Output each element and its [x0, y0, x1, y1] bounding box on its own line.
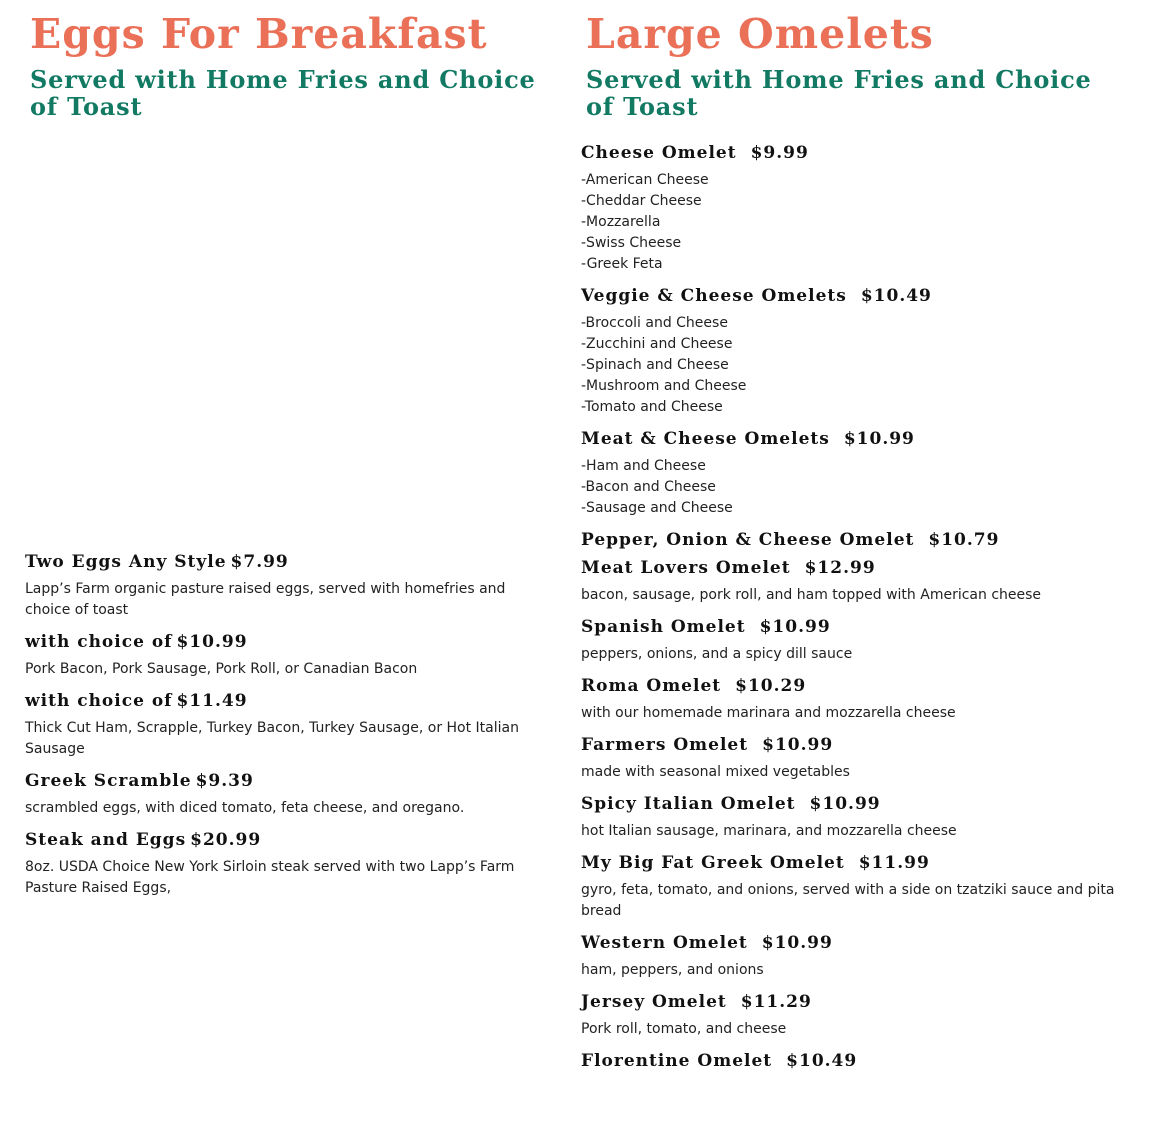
menu-item-name: Florentine Omelet — [581, 1051, 773, 1071]
menu-item-option: -Sausage and Cheese — [581, 500, 733, 516]
menu-item-option: -Tomato and Cheese — [581, 399, 723, 415]
menu-item-price: $9.99 — [750, 143, 809, 163]
menu-item-heading — [581, 526, 1121, 554]
menu-item-price: $10.49 — [786, 1051, 858, 1071]
menu-item-price: $10.99 — [843, 429, 915, 449]
menu-item-heading — [581, 613, 1121, 641]
menu-item — [581, 849, 1121, 922]
menu-item-heading — [581, 139, 1121, 167]
menu-item-price: $10.29 — [735, 676, 807, 696]
menu-item-name: Cheese Omelet — [581, 143, 737, 163]
menu-item-description: hot Italian sausage, marinara, and mozzarella cheese — [581, 823, 957, 839]
menu-item-price: $10.79 — [928, 530, 1000, 550]
breakfast-eggs-menu-list — [25, 548, 555, 906]
menu-item — [581, 790, 1121, 842]
menu-item-price: $11.29 — [740, 992, 812, 1012]
menu-item-option: -Ham and Cheese — [581, 458, 706, 474]
large-omelets-menu-list — [581, 139, 1121, 1075]
menu-item-description: Lapp’s Farm organic pasture raised eggs, served with homefries and choice of toast — [25, 581, 506, 618]
menu-item-heading — [25, 826, 555, 854]
menu-item-option: -Zucchini and Cheese — [581, 336, 733, 352]
menu-item — [581, 929, 1121, 981]
menu-item-name: Pepper, Onion & Cheese Omelet — [581, 530, 915, 550]
menu-item-name: Veggie & Cheese Omelets — [581, 286, 847, 306]
menu-item-name: Meat & Cheese Omelets — [581, 429, 830, 449]
menu-item-heading — [25, 628, 555, 656]
menu-item-price: $10.99 — [759, 617, 831, 637]
menu-item-heading — [581, 672, 1121, 700]
menu-item — [581, 731, 1121, 783]
menu-item-price: $10.99 — [761, 933, 833, 953]
menu-item-description: Pork roll, tomato, and cheese — [581, 1021, 787, 1037]
menu-item — [25, 826, 555, 899]
large-omelets-title: Large Omelets — [586, 10, 934, 58]
menu-item-heading — [581, 790, 1121, 818]
menu-item — [581, 672, 1121, 724]
menu-item — [25, 628, 555, 680]
menu-item-option: -Greek Feta — [581, 256, 663, 272]
menu-item-heading — [581, 988, 1121, 1016]
menu-item — [581, 425, 1121, 519]
menu-item — [581, 526, 1121, 554]
menu-item-option: -Cheddar Cheese — [581, 193, 702, 209]
menu-item-price: $10.99 — [176, 632, 248, 652]
breakfast-eggs-title: Eggs For Breakfast — [30, 10, 488, 58]
menu-item — [581, 554, 1121, 606]
menu-item-option: -Spinach and Cheese — [581, 357, 729, 373]
menu-item-name: with choice of — [25, 632, 173, 652]
menu-item-option: -Bacon and Cheese — [581, 479, 716, 495]
menu-item-name: Western Omelet — [581, 933, 748, 953]
menu-item-price: $9.39 — [195, 771, 254, 791]
menu-item-heading — [581, 425, 1121, 453]
menu-item-heading — [581, 1047, 1121, 1075]
menu-item — [581, 613, 1121, 665]
menu-item-description: peppers, onions, and a spicy dill sauce — [581, 646, 853, 662]
menu-item-name: Jersey Omelet — [581, 992, 727, 1012]
menu-item-option: -Mozzarella — [581, 214, 661, 230]
menu-item-heading — [581, 929, 1121, 957]
menu-item-heading — [25, 687, 555, 715]
menu-item — [25, 687, 555, 760]
menu-item-options — [581, 313, 1121, 418]
menu-item — [25, 548, 555, 621]
menu-item-name: Spanish Omelet — [581, 617, 746, 637]
menu-item-price: $10.49 — [860, 286, 932, 306]
menu-item-description: with our homemade marinara and mozzarella cheese — [581, 705, 956, 721]
menu-item — [581, 988, 1121, 1040]
menu-item-name: My Big Fat Greek Omelet — [581, 853, 845, 873]
menu-item-description: bacon, sausage, pork roll, and ham topped with American cheese — [581, 587, 1042, 603]
menu-item — [25, 767, 555, 819]
menu-item-option: -American Cheese — [581, 172, 709, 188]
menu-item-option: -Broccoli and Cheese — [581, 315, 728, 331]
menu-item-description: Pork Bacon, Pork Sausage, Pork Roll, or Canadian Bacon — [25, 661, 418, 677]
menu-item-heading — [25, 767, 555, 795]
menu-item-name: Greek Scramble — [25, 771, 192, 791]
menu-item-option: -Swiss Cheese — [581, 235, 682, 251]
menu-item-heading — [581, 731, 1121, 759]
breakfast-eggs-subtitle: Served with Home Fries and Choice of Toast — [30, 65, 536, 121]
menu-item-description: made with seasonal mixed vegetables — [581, 764, 850, 780]
menu-item-price: $20.99 — [190, 830, 262, 850]
menu-item-heading — [581, 849, 1121, 877]
menu-item-price: $11.49 — [176, 691, 248, 711]
menu-item-price: $10.99 — [762, 735, 834, 755]
menu-item-options — [581, 456, 1121, 519]
menu-item-options — [581, 170, 1121, 275]
menu-item-heading — [581, 554, 1121, 582]
menu-item-heading — [581, 282, 1121, 310]
menu-item-price: $10.99 — [809, 794, 881, 814]
menu-item-description: scrambled eggs, with diced tomato, feta cheese, and oregano. — [25, 800, 465, 816]
menu-item-heading — [25, 548, 555, 576]
menu-item — [581, 282, 1121, 418]
menu-item-name: Two Eggs Any Style — [25, 552, 227, 572]
menu-item-description: 8oz. USDA Choice New York Sirloin steak served with two Lapp’s Farm Pasture Raised Eggs, — [25, 859, 515, 896]
menu-item-name: Steak and Eggs — [25, 830, 187, 850]
menu-item — [581, 1047, 1121, 1075]
menu-item — [581, 139, 1121, 275]
menu-item-option: -Mushroom and Cheese — [581, 378, 747, 394]
menu-item-price: $12.99 — [804, 558, 876, 578]
large-omelets-subtitle: Served with Home Fries and Choice of Toast — [586, 65, 1092, 121]
menu-item-price: $11.99 — [858, 853, 930, 873]
menu-item-description: gyro, feta, tomato, and onions, served with a side on tzatziki sauce and pita bread — [581, 882, 1115, 919]
menu-item-name: Meat Lovers Omelet — [581, 558, 791, 578]
menu-item-description: ham, peppers, and onions — [581, 962, 764, 978]
menu-item-description: Thick Cut Ham, Scrapple, Turkey Bacon, Turkey Sausage, or Hot Italian Sausage — [25, 720, 519, 757]
menu-item-price: $7.99 — [230, 552, 289, 572]
menu-item-name: with choice of — [25, 691, 173, 711]
menu-item-name: Roma Omelet — [581, 676, 722, 696]
menu-item-name: Spicy Italian Omelet — [581, 794, 796, 814]
menu-item-name: Farmers Omelet — [581, 735, 749, 755]
